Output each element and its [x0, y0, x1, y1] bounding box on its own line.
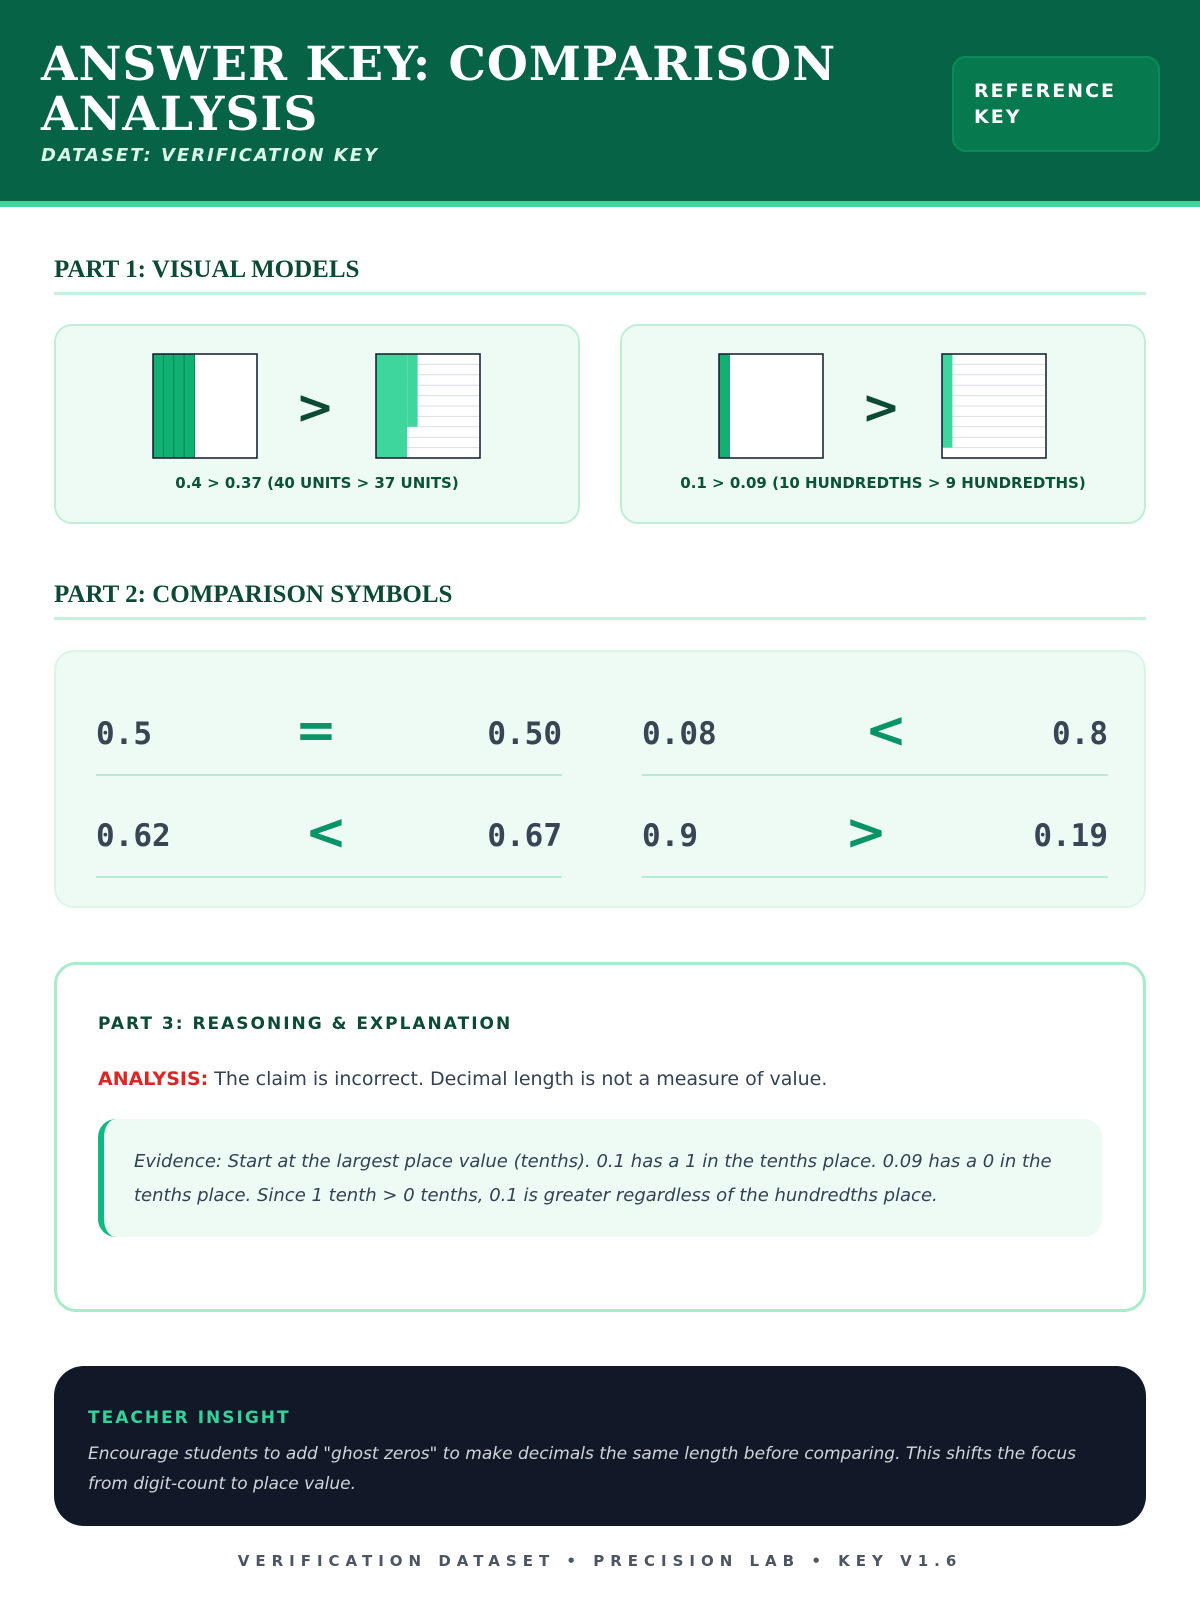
page-title: ANSWER KEY: COMPARISON ANALYSIS: [41, 37, 837, 142]
reasoning-card: [54, 962, 1146, 1312]
decimal-grid-left: [153, 354, 257, 458]
analysis-label: ANALYSIS:: [98, 1068, 209, 1090]
less-than-symbol: <: [865, 701, 907, 759]
comparison-left-value: 0.62: [96, 818, 171, 854]
teacher-insight-card: [54, 1366, 1146, 1526]
visual-model-graphic-1: [56, 326, 582, 526]
teacher-insight-title: TEACHER INSIGHT: [88, 1408, 291, 1428]
comparison-row-3: [96, 778, 562, 878]
hundredths-partial-fill: [407, 354, 417, 427]
comparison-left-value: 0.5: [96, 716, 152, 752]
comparison-right-value: 0.67: [487, 818, 562, 854]
greater-than-symbol: >: [295, 380, 335, 434]
comparison-right-value: 0.8: [1052, 716, 1108, 752]
part2-title: PART 2: COMPARISON SYMBOLS: [54, 581, 1146, 620]
comparison-left-value: 0.08: [642, 716, 717, 752]
comparison-right-value: 0.19: [1033, 818, 1108, 854]
less-than-symbol: <: [305, 803, 347, 861]
analysis-statement: [98, 1068, 1098, 1090]
visual-model-card-2: [620, 324, 1146, 524]
part3-title: PART 3: REASONING & EXPLANATION: [98, 1014, 513, 1034]
part1-title: PART 1: VISUAL MODELS: [54, 256, 1146, 295]
tenth-strip: [153, 354, 163, 458]
hundredths-fill: [376, 354, 407, 458]
page-header: [0, 0, 1200, 207]
page-footer: VERIFICATION DATASET • PRECISION LAB • KEY V1.6: [237, 1552, 963, 1570]
comparison-left-value: 0.9: [642, 818, 698, 854]
hundredths-partial-fill: [942, 354, 952, 448]
greater-than-symbol: >: [845, 803, 887, 861]
comparison-symbols-card: [54, 650, 1146, 908]
analysis-text: The claim is incorrect. Decimal length is not a measure of value.: [208, 1068, 828, 1090]
teacher-insight-body: Encourage students to add "ghost zeros" to make decimals the same length before comparing. This shifts the focus from digit-count to place value.: [88, 1444, 1076, 1494]
tenth-strip: [184, 354, 194, 458]
evidence-callout: Evidence: Start at the largest place value (tenths). 0.1 has a 1 in the tenths place. 0.09 has a 0 in the tenths place. Since 1 tenth > 0 tenths, 0.1 is greater regardless of the hundredths place.: [98, 1119, 1102, 1237]
page-subtitle: DATASET: VERIFICATION KEY: [41, 145, 380, 166]
greater-than-symbol: >: [861, 380, 901, 434]
decimal-grid-right: [942, 354, 1046, 458]
visual-model-caption-1: 0.4 > 0.37 (40 UNITS > 37 UNITS): [175, 474, 459, 492]
reference-key-badge: REFERENCE KEY: [952, 56, 1160, 152]
visual-model-card-1: [54, 324, 580, 524]
tenth-strip: [719, 354, 729, 458]
tenth-strip: [174, 354, 184, 458]
decimal-grid-left: [719, 354, 823, 458]
tenth-strip: [163, 354, 173, 458]
visual-model-graphic-2: [622, 326, 1148, 526]
decimal-grid-right: [376, 354, 480, 458]
comparison-right-value: 0.50: [487, 716, 562, 752]
comparison-row-1: [96, 676, 562, 776]
comparison-row-2: [642, 676, 1108, 776]
equals-symbol: =: [295, 701, 337, 759]
visual-model-caption-2: 0.1 > 0.09 (10 HUNDREDTHS > 9 HUNDREDTHS): [680, 474, 1086, 492]
grid-background: [719, 354, 823, 458]
comparison-row-4: [642, 778, 1108, 878]
